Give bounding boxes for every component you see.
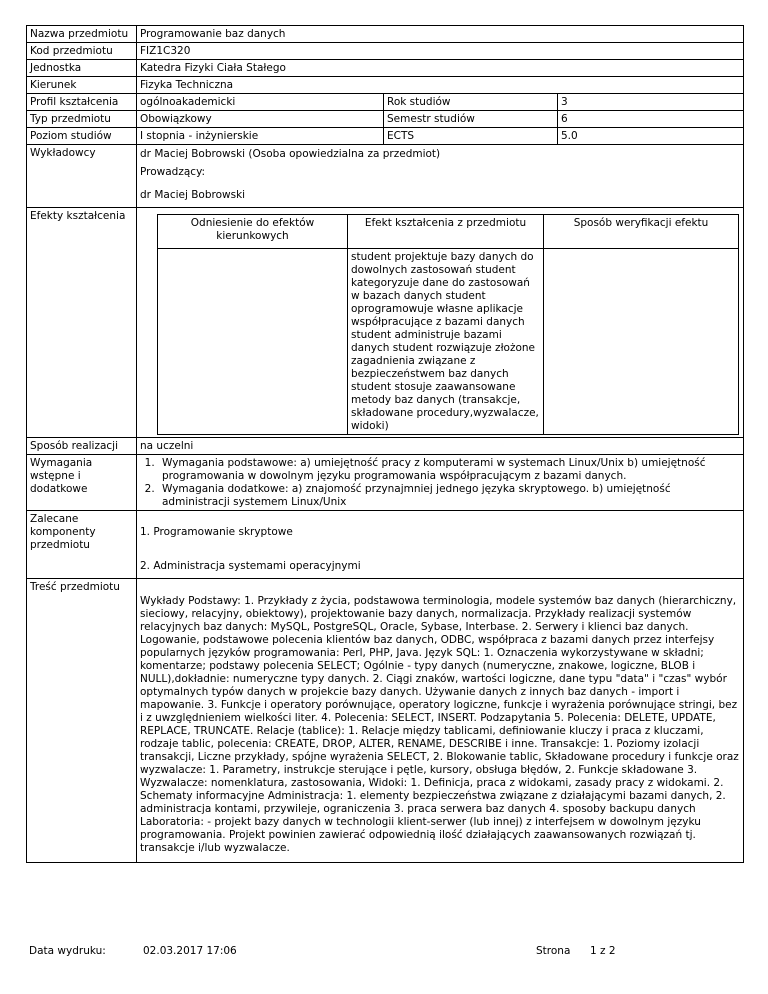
label-rok: Rok studiów xyxy=(384,94,558,111)
recommended-cell xyxy=(137,511,744,579)
row-zalecane xyxy=(27,511,744,579)
effects-header-efekt: Efekt kształcenia z przedmiotu xyxy=(348,215,544,249)
label-efekty: Efekty kształcenia xyxy=(27,208,137,438)
requirements-list xyxy=(140,457,740,509)
value-ects: 5.0 xyxy=(558,128,744,145)
row-tresc xyxy=(27,579,744,863)
lecturer-main: dr Maciej Bobrowski (Osoba opowiedzialna za przedmiot) xyxy=(140,148,441,160)
effects-cell-weryfikacja xyxy=(544,249,739,435)
label-tresc: Treść przedmiotu xyxy=(27,579,137,863)
value-poziom: I stopnia - inżynierskie xyxy=(137,128,384,145)
effects-cell-efekt: student projektuje bazy danych do dowolnych zastosowań student kategoryzuje dane do zastosowań w bazach danych student oprogramowuje własne aplikacje współpracujące z bazami danych student administruje bazami danych student rozwiązuje złożone zagadnienia związane z bezpieczeństwem baz danych student stosuje zaawansowane metody baz danych (transakcje, składowane procedury,wyzwalacze, widoki) xyxy=(348,249,544,435)
effects-cell-odniesienie xyxy=(158,249,348,435)
row-wykladowcy xyxy=(27,145,744,208)
effects-header-weryfikacja: Sposób weryfikacji efektu xyxy=(544,215,739,249)
prowadzacy-name: dr Maciej Bobrowski xyxy=(140,189,246,201)
row-nazwa xyxy=(27,26,744,43)
value-semestr: 6 xyxy=(558,111,744,128)
label-ects: ECTS xyxy=(384,128,558,145)
row-kierunek xyxy=(27,77,744,94)
value-kod: FIZ1C320 xyxy=(137,43,744,60)
value-typ: Obowiązkowy xyxy=(137,111,384,128)
row-poziom xyxy=(27,128,744,145)
syllabus-page xyxy=(26,25,743,863)
row-profil xyxy=(27,94,744,111)
label-kierunek: Kierunek xyxy=(27,77,137,94)
recommended-item: 2. Administracja systemami operacyjnymi xyxy=(140,560,361,572)
recommended-item: 1. Programowanie skryptowe xyxy=(140,526,293,538)
label-wymagania: Wymagania wstępne i dodatkowe xyxy=(27,455,137,511)
row-wymagania xyxy=(27,455,744,511)
label-realizacja: Sposób realizacji xyxy=(27,438,137,455)
effects-cell xyxy=(137,208,744,438)
print-date-label: Data wydruku: xyxy=(29,945,106,957)
print-date: 02.03.2017 17:06 xyxy=(143,945,237,957)
value-realizacja: na uczelni xyxy=(137,438,744,455)
value-profil: ogólnoakademicki xyxy=(137,94,384,111)
value-rok: 3 xyxy=(558,94,744,111)
value-nazwa: Programowanie baz danych xyxy=(137,26,744,43)
effects-header-row xyxy=(158,215,739,249)
effects-row xyxy=(158,249,739,435)
row-efekty xyxy=(27,208,744,438)
content-text: Wykłady Podstawy: 1. Przykłady z życia, podstawowa terminologia, modele systemów baz danych (hierarchiczny, sieciowy, relacyjny, obiektowy), projektowanie bazy danych, normalizacja. Przykłady realizacji systemów relacyjnych baz danych: MySQL, PostgreSQL, Oracle, Sybase, Interbase. 2. Serwery i klienci baz danych. Logowanie, podstawowe polecenia klientów baz danych, ODBC, współpraca z bazami danych przez interfejsy popularnych języków programowania: Perl, PHP, Java. Język SQL: 1. Oznaczenia wykorzystywane w składni; komentarze; podstawy polecenia SELECT; Ogólnie - typy danych (numeryczne, znakowe, logiczne, BLOB i NULL),dokładnie: numeryczne typy danych. 2. Ciągi znaków, wartości logiczne, dane typu "data" i "czas" wybór optymalnych typów danych w projekcie bazy danych. Używanie danych z innych baz danych - import i mapowanie. 3. Funkcje i operatory porównujące, operatory logiczne, funkcje i wyrażenia porównujące stringi, bez i z uwzględnieniem wielkości liter. 4. Polecenia: SELECT, INSERT. Podzapytania 5. Polecenia: DELETE, UPDATE, REPLACE, TRUNCATE. Relacje (tablice): 1. Relacje między tablicami, definiowanie kluczy i praca z kluczami, rodzaje tablic, polecenia: CREATE, DROP, ALTER, RENAME, DESCRIBE i inne. Transakcje: 1. Poziomy izolacji transakcji, Liczne przykłady, spójne wyrażenia SELECT, 2. Blokowanie tablic, Składowane procedury i funkcje oraz wyzwalacze: 1. Parametry, instrukcje sterujące i pętle, kursory, obsługa błędów, 2. Funkcje składowane 3. Wyzwalacze: nomenklatura, zastosowania, Widoki: 1. Definicja, praca z widokami, zasady pracy z widokami. 2. Schematy informacyjne Administracja: 1. elementy bezpieczeństwa związane z działającymi bazami danych, 2. administracja kontami, przywileje, ograniczenia 3. praca serwera baz danych 4. sposoby backupu danych Laboratoria: - projekt bazy danych w technologii klient-serwer (lub innej) z interfejsem w dowolnym języku programowania. Projekt powinien zawierać odpowiednią ilość działających zaawansowanych rozwiązań tj. transakcje i/lub wyzwalacze. xyxy=(140,595,739,854)
label-kod: Kod przedmiotu xyxy=(27,43,137,60)
syllabus-table xyxy=(26,25,744,863)
label-poziom: Poziom studiów xyxy=(27,128,137,145)
label-jednostka: Jednostka xyxy=(27,60,137,77)
value-jednostka: Katedra Fizyki Ciała Stałego xyxy=(137,60,744,77)
value-kierunek: Fizyka Techniczna xyxy=(137,77,744,94)
content-cell xyxy=(137,579,744,863)
requirements-cell xyxy=(137,455,744,511)
row-typ xyxy=(27,111,744,128)
label-profil: Profil kształcenia xyxy=(27,94,137,111)
prowadzacy-label: Prowadzący: xyxy=(140,166,206,178)
row-realizacja xyxy=(27,438,744,455)
requirement-item: 2. Wymagania dodatkowe: a) znajomość przynajmniej jednego języka skryptowego. b) umiejętność administracji systemem Linux/Unix xyxy=(158,483,740,509)
page-number: 1 z 2 xyxy=(590,945,616,957)
label-nazwa: Nazwa przedmiotu xyxy=(27,26,137,43)
lecturers-cell xyxy=(137,145,744,208)
page-label: Strona xyxy=(536,945,571,957)
label-wykladowcy: Wykładowcy xyxy=(27,145,137,208)
label-typ: Typ przedmiotu xyxy=(27,111,137,128)
effects-header-odniesienie: Odniesienie do efektów kierunkowych xyxy=(158,215,348,249)
requirement-item: 1. Wymagania podstawowe: a) umiejętność pracy z komputerami w systemach Linux/Unix b) umiejętność programowania w dowolnym języku programowania współpracującym z bazami danych. xyxy=(158,457,740,483)
row-kod xyxy=(27,43,744,60)
label-semestr: Semestr studiów xyxy=(384,111,558,128)
label-zalecane: Zalecane komponenty przedmiotu xyxy=(27,511,137,579)
effects-table xyxy=(157,214,739,435)
row-jednostka xyxy=(27,60,744,77)
